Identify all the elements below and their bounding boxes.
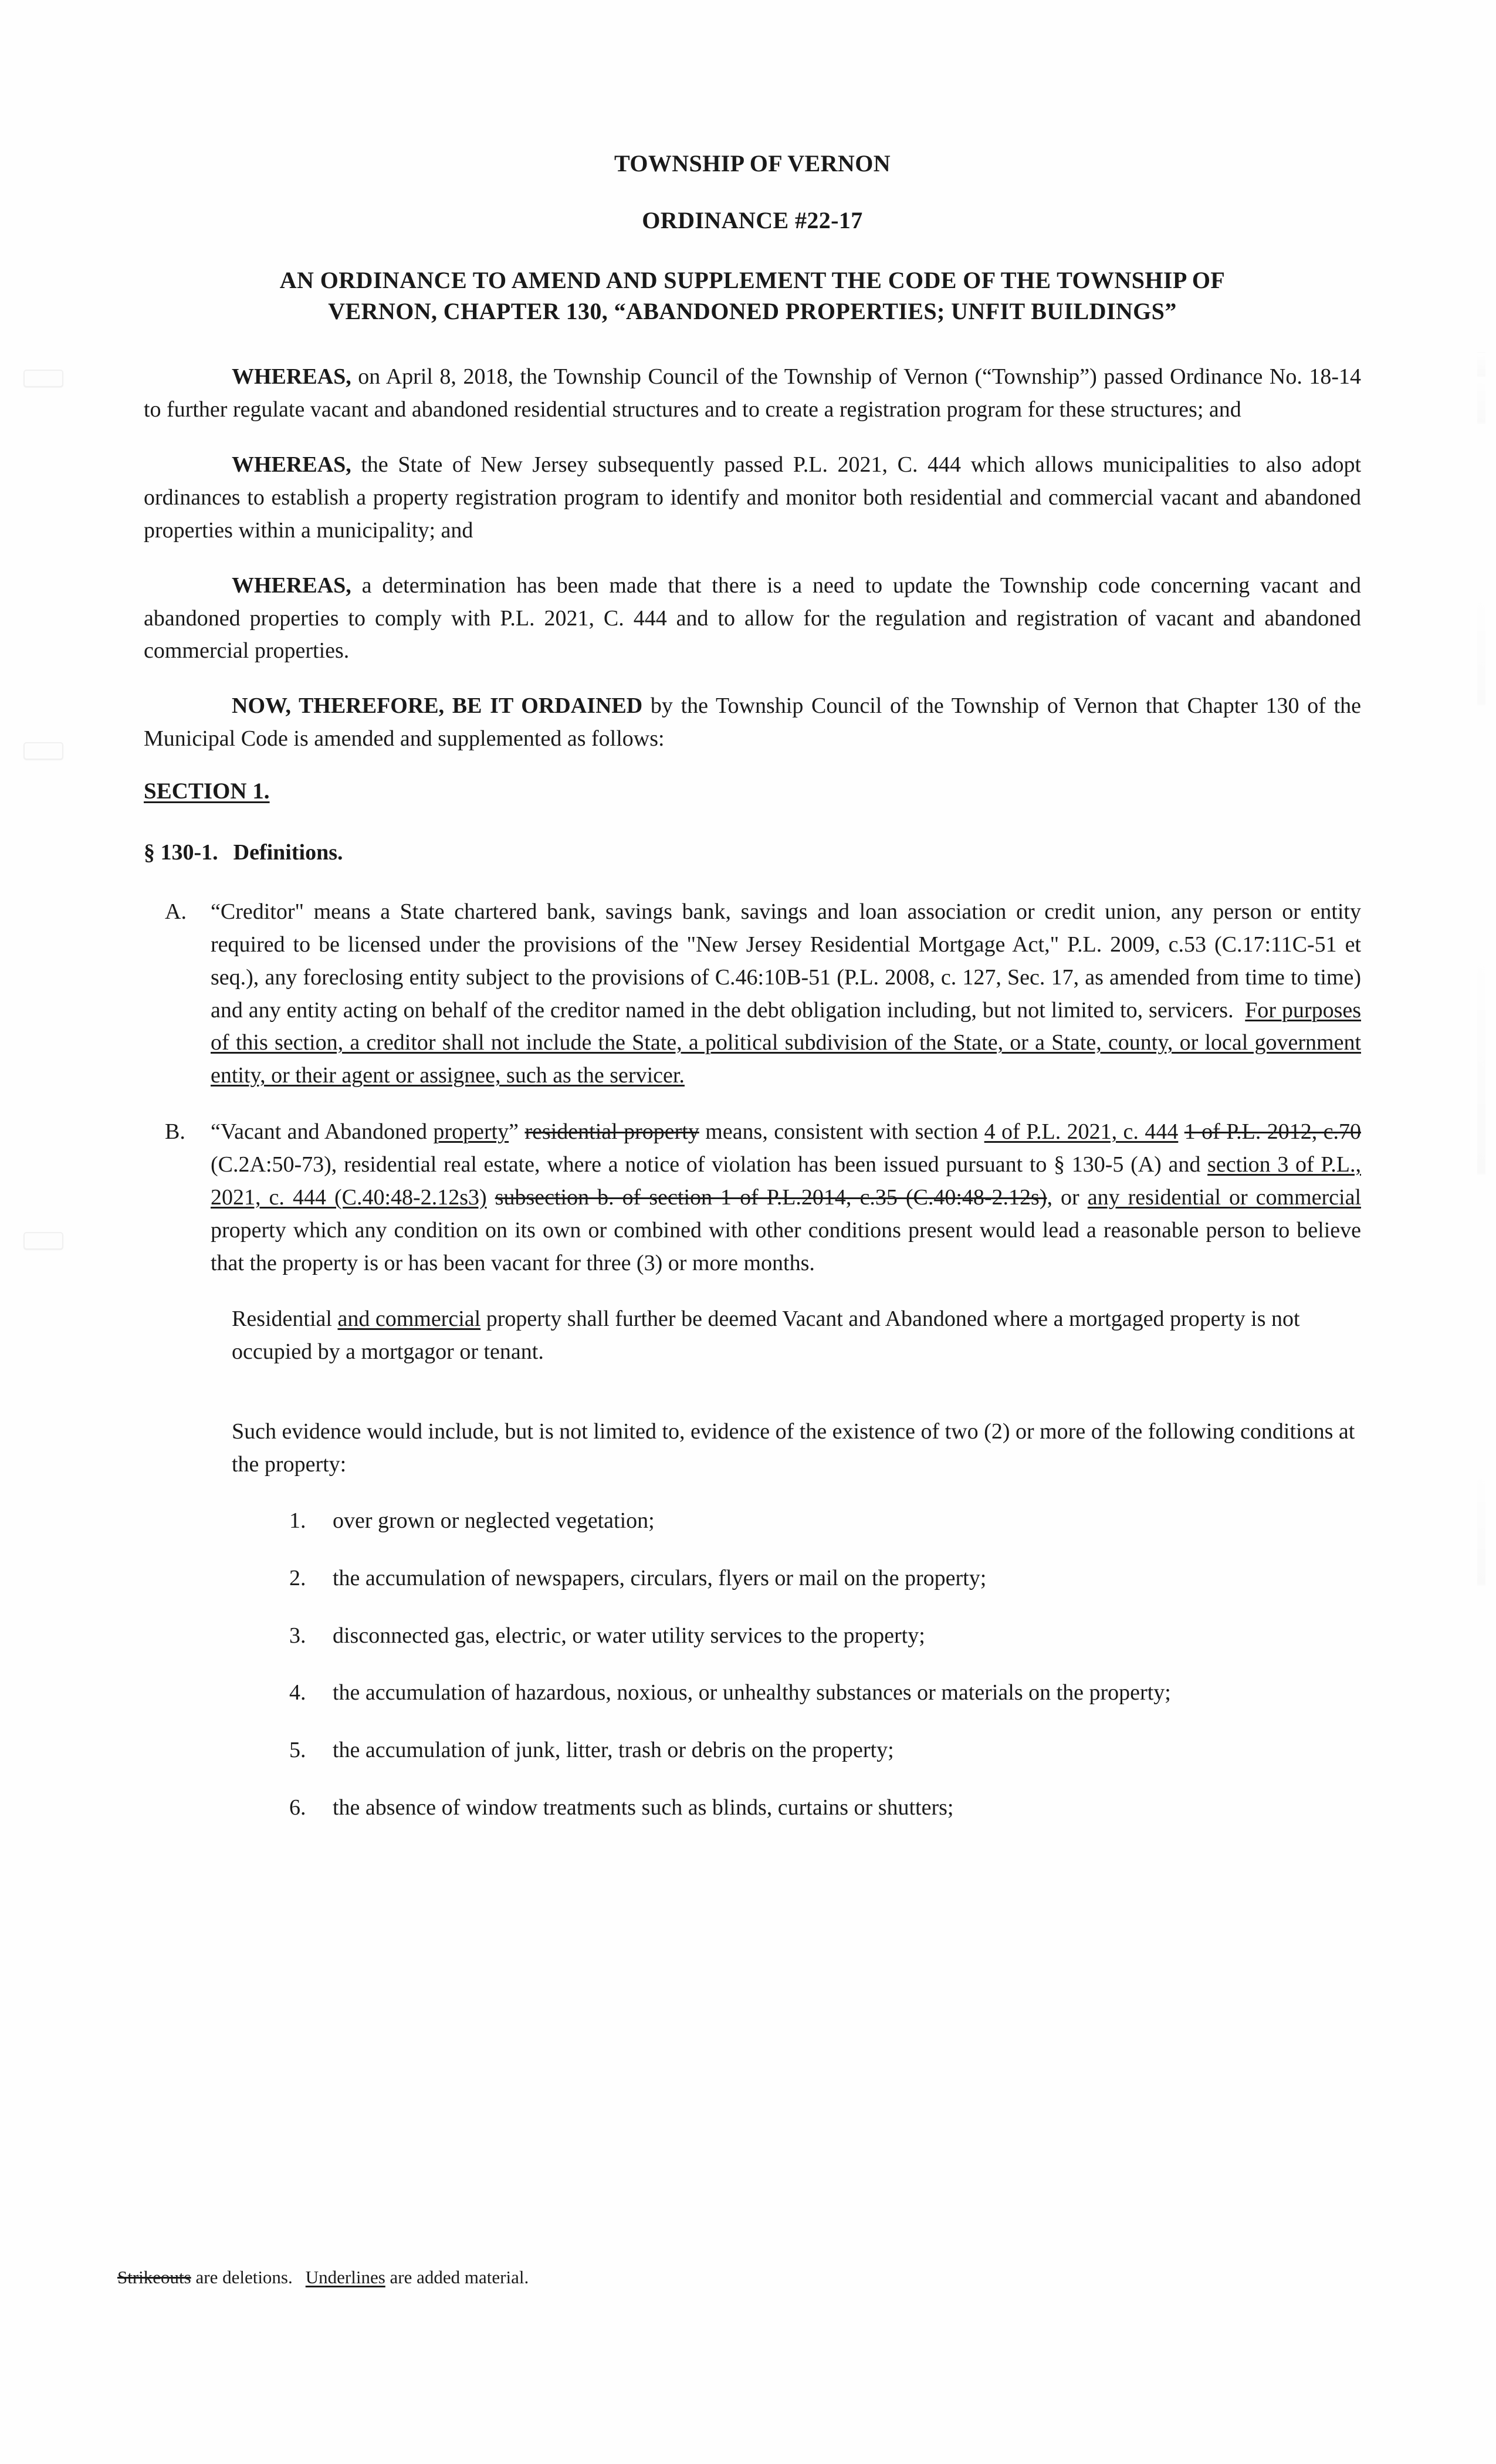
definition-b-plain-3: means, consistent with section bbox=[699, 1119, 984, 1145]
definition-b-deleted-citation-1: 1 of P.L. 2012, c.70 bbox=[1184, 1119, 1362, 1145]
conditions-list bbox=[144, 1505, 1361, 1825]
such-evidence-paragraph: Such evidence would include, but is not limited to, evidence of the existence of two (2) or more of the following conditions at the property: bbox=[232, 1419, 1355, 1477]
condition-number: 5. bbox=[289, 1738, 306, 1763]
legend-underlines-rest: are added material. bbox=[385, 2267, 529, 2287]
definition-b-plain-5: , or bbox=[1047, 1184, 1088, 1210]
definition-a-marker: A. bbox=[165, 899, 187, 924]
definition-b-marker: B. bbox=[165, 1119, 185, 1145]
definition-b-plain-6: property which any condition on its own or combined with other conditions present would lead a reasonable person to believe that the property is or has been vacant for three (3) or more months. bbox=[211, 1217, 1361, 1275]
definitions-heading bbox=[144, 840, 1361, 865]
list-item bbox=[144, 1677, 1361, 1710]
condition-text: the absence of window treatments such as blinds, curtains or shutters; bbox=[333, 1795, 954, 1820]
definition-item-a bbox=[144, 896, 1361, 1092]
list-item bbox=[144, 1734, 1361, 1767]
definition-b-deleted-citation-2: subsection b. of section 1 of P.L.2014, c.35 (C.40:48-2.12s) bbox=[495, 1184, 1047, 1210]
heading-ordinance-number: ORDINANCE #22-17 bbox=[642, 207, 863, 233]
whereas-paragraph-2 bbox=[144, 449, 1361, 547]
legend-underlines-word: Underlines bbox=[305, 2267, 385, 2287]
list-item bbox=[144, 1792, 1361, 1825]
revision-legend bbox=[117, 2265, 529, 2290]
residential-plain-1: Residential bbox=[232, 1307, 338, 1332]
section-1-heading: SECTION 1. bbox=[144, 778, 270, 804]
condition-text: the accumulation of junk, litter, trash or debris on the property; bbox=[333, 1738, 894, 1763]
condition-text: the accumulation of newspapers, circulars, flyers or mail on the property; bbox=[333, 1565, 987, 1590]
heading-ordinance-subject bbox=[144, 265, 1361, 327]
list-item bbox=[144, 1505, 1361, 1538]
whereas-text-2: the State of New Jersey subsequently passed P.L. 2021, C. 444 which allows municipalities to also adopt ordinances to establish a property registration program to identify and monitor both residential and commercial vacant and abandoned properties within a municipality; and bbox=[144, 452, 1361, 543]
definition-b-plain-1: “Vacant and Abandoned bbox=[211, 1119, 434, 1145]
whereas-text-3: a determination has been made that there is a need to update the Township code concerning vacant and abandoned properties to comply with P.L. 2021, C. 444 and to allow for the regulation and registration of vacant and abandoned commercial properties. bbox=[144, 573, 1361, 664]
whereas-label-3: WHEREAS, bbox=[232, 573, 351, 598]
whereas-label-2: WHEREAS, bbox=[232, 452, 351, 478]
condition-text: over grown or neglected vegetation; bbox=[333, 1508, 655, 1533]
residential-plain-2: property shall further be deemed Vacant and Abandoned where a mortgaged property is not occupied by a mortgagor or tenant. bbox=[232, 1307, 1300, 1365]
definition-a-text bbox=[211, 896, 1361, 1092]
heading-subject-line-1: AN ORDINANCE TO AMEND AND SUPPLEMENT THE CODE OF THE TOWNSHIP OF bbox=[279, 267, 1226, 293]
definition-b-space-1 bbox=[1178, 1119, 1184, 1144]
now-therefore-paragraph bbox=[144, 690, 1361, 756]
definition-b-plain-2: ” bbox=[509, 1119, 525, 1145]
definition-b-text bbox=[211, 1116, 1361, 1280]
definition-b-added-property: property bbox=[433, 1119, 509, 1145]
list-item bbox=[144, 1620, 1361, 1653]
scan-edge-noise bbox=[1477, 352, 1485, 1983]
whereas-paragraph-3 bbox=[144, 570, 1361, 668]
definition-a-added-text: For purposes of this section, a creditor shall not include the State, a political subdivision of the State, or a State, county, or local government entity, or their agent or assignee, such as the servicer. bbox=[211, 997, 1362, 1088]
definition-b-deleted-residential-property: residential property bbox=[524, 1119, 699, 1145]
heading-subject-line-2: VERNON, CHAPTER 130, “ABANDONED PROPERTIES; UNFIT BUILDINGS” bbox=[328, 298, 1177, 325]
condition-number: 1. bbox=[289, 1508, 306, 1533]
residential-added-and-commercial: and commercial bbox=[337, 1307, 481, 1332]
definition-item-b bbox=[144, 1116, 1361, 1280]
whereas-label-1: WHEREAS, bbox=[232, 364, 351, 390]
condition-text: disconnected gas, electric, or water utility services to the property; bbox=[333, 1623, 925, 1648]
definition-b-added-residential-or-commercial: any residential or commercial bbox=[1087, 1184, 1362, 1210]
definitions-title: Definitions. bbox=[233, 840, 343, 865]
now-therefore-text: by the Township Council of the Township of Vernon that Chapter 130 of the Municipal Code is amended and supplemented as follows: bbox=[144, 693, 1361, 752]
legend-strikeouts-word: Strikeouts bbox=[117, 2267, 191, 2287]
condition-number: 3. bbox=[289, 1623, 306, 1648]
residential-commercial-paragraph bbox=[144, 1303, 1361, 1369]
definition-a-spacer bbox=[1234, 998, 1245, 1023]
whereas-paragraph-1 bbox=[144, 361, 1361, 427]
definitions-section-number: § 130-1. bbox=[144, 840, 218, 865]
condition-number: 6. bbox=[289, 1795, 306, 1820]
definition-a-existing-text: “Creditor" means a State chartered bank, savings bank, savings and loan association or credit union, any person or entity required to be licensed under the provisions of the "New Jersey Residential Mortgage Act," P.L. 2009, c.53 (C.17:11C-51 et seq.), any foreclosing entity subject to the provisions of C.46:10B-51 (P.L. 2008, c. 127, Sec. 17, as amended from time to time) and any entity acting on behalf of the creditor named in the debt obligation including, but not limited to, servicers. bbox=[211, 899, 1361, 1023]
heading-township: TOWNSHIP OF VERNON bbox=[614, 150, 891, 177]
now-therefore-label: NOW, THEREFORE, BE IT ORDAINED bbox=[232, 693, 643, 719]
list-item bbox=[144, 1562, 1361, 1595]
definition-b-added-citation-2: section 3 of P.L., 2021, c. 444 (C.40:48-2.12s3) bbox=[211, 1152, 1361, 1210]
definition-b-plain-4: (C.2A:50-73), residential real estate, where a notice of violation has been issued pursuant to § 130-5 (A) and bbox=[211, 1152, 1208, 1177]
document-body bbox=[144, 150, 1361, 1849]
definition-b-added-citation-1: 4 of P.L. 2021, c. 444 bbox=[984, 1119, 1179, 1145]
whereas-text-1: on April 8, 2018, the Township Council of the Township of Vernon (“Township”) passed Ordinance No. 18-14 to further regulate vacant and abandoned residential structures and to create a registration program for these structures; and bbox=[144, 364, 1361, 422]
condition-number: 2. bbox=[289, 1565, 306, 1590]
condition-text: the accumulation of hazardous, noxious, or unhealthy substances or materials on the property; bbox=[333, 1680, 1171, 1705]
hole-punch-mark-top bbox=[23, 370, 63, 387]
paragraph-spacer bbox=[144, 1392, 1361, 1416]
definition-b-space-2 bbox=[487, 1185, 495, 1210]
hole-punch-mark-bottom bbox=[23, 1232, 63, 1250]
legend-strikeouts-rest: are deletions. bbox=[191, 2267, 293, 2287]
hole-punch-mark-middle bbox=[23, 742, 63, 760]
condition-number: 4. bbox=[289, 1680, 306, 1705]
